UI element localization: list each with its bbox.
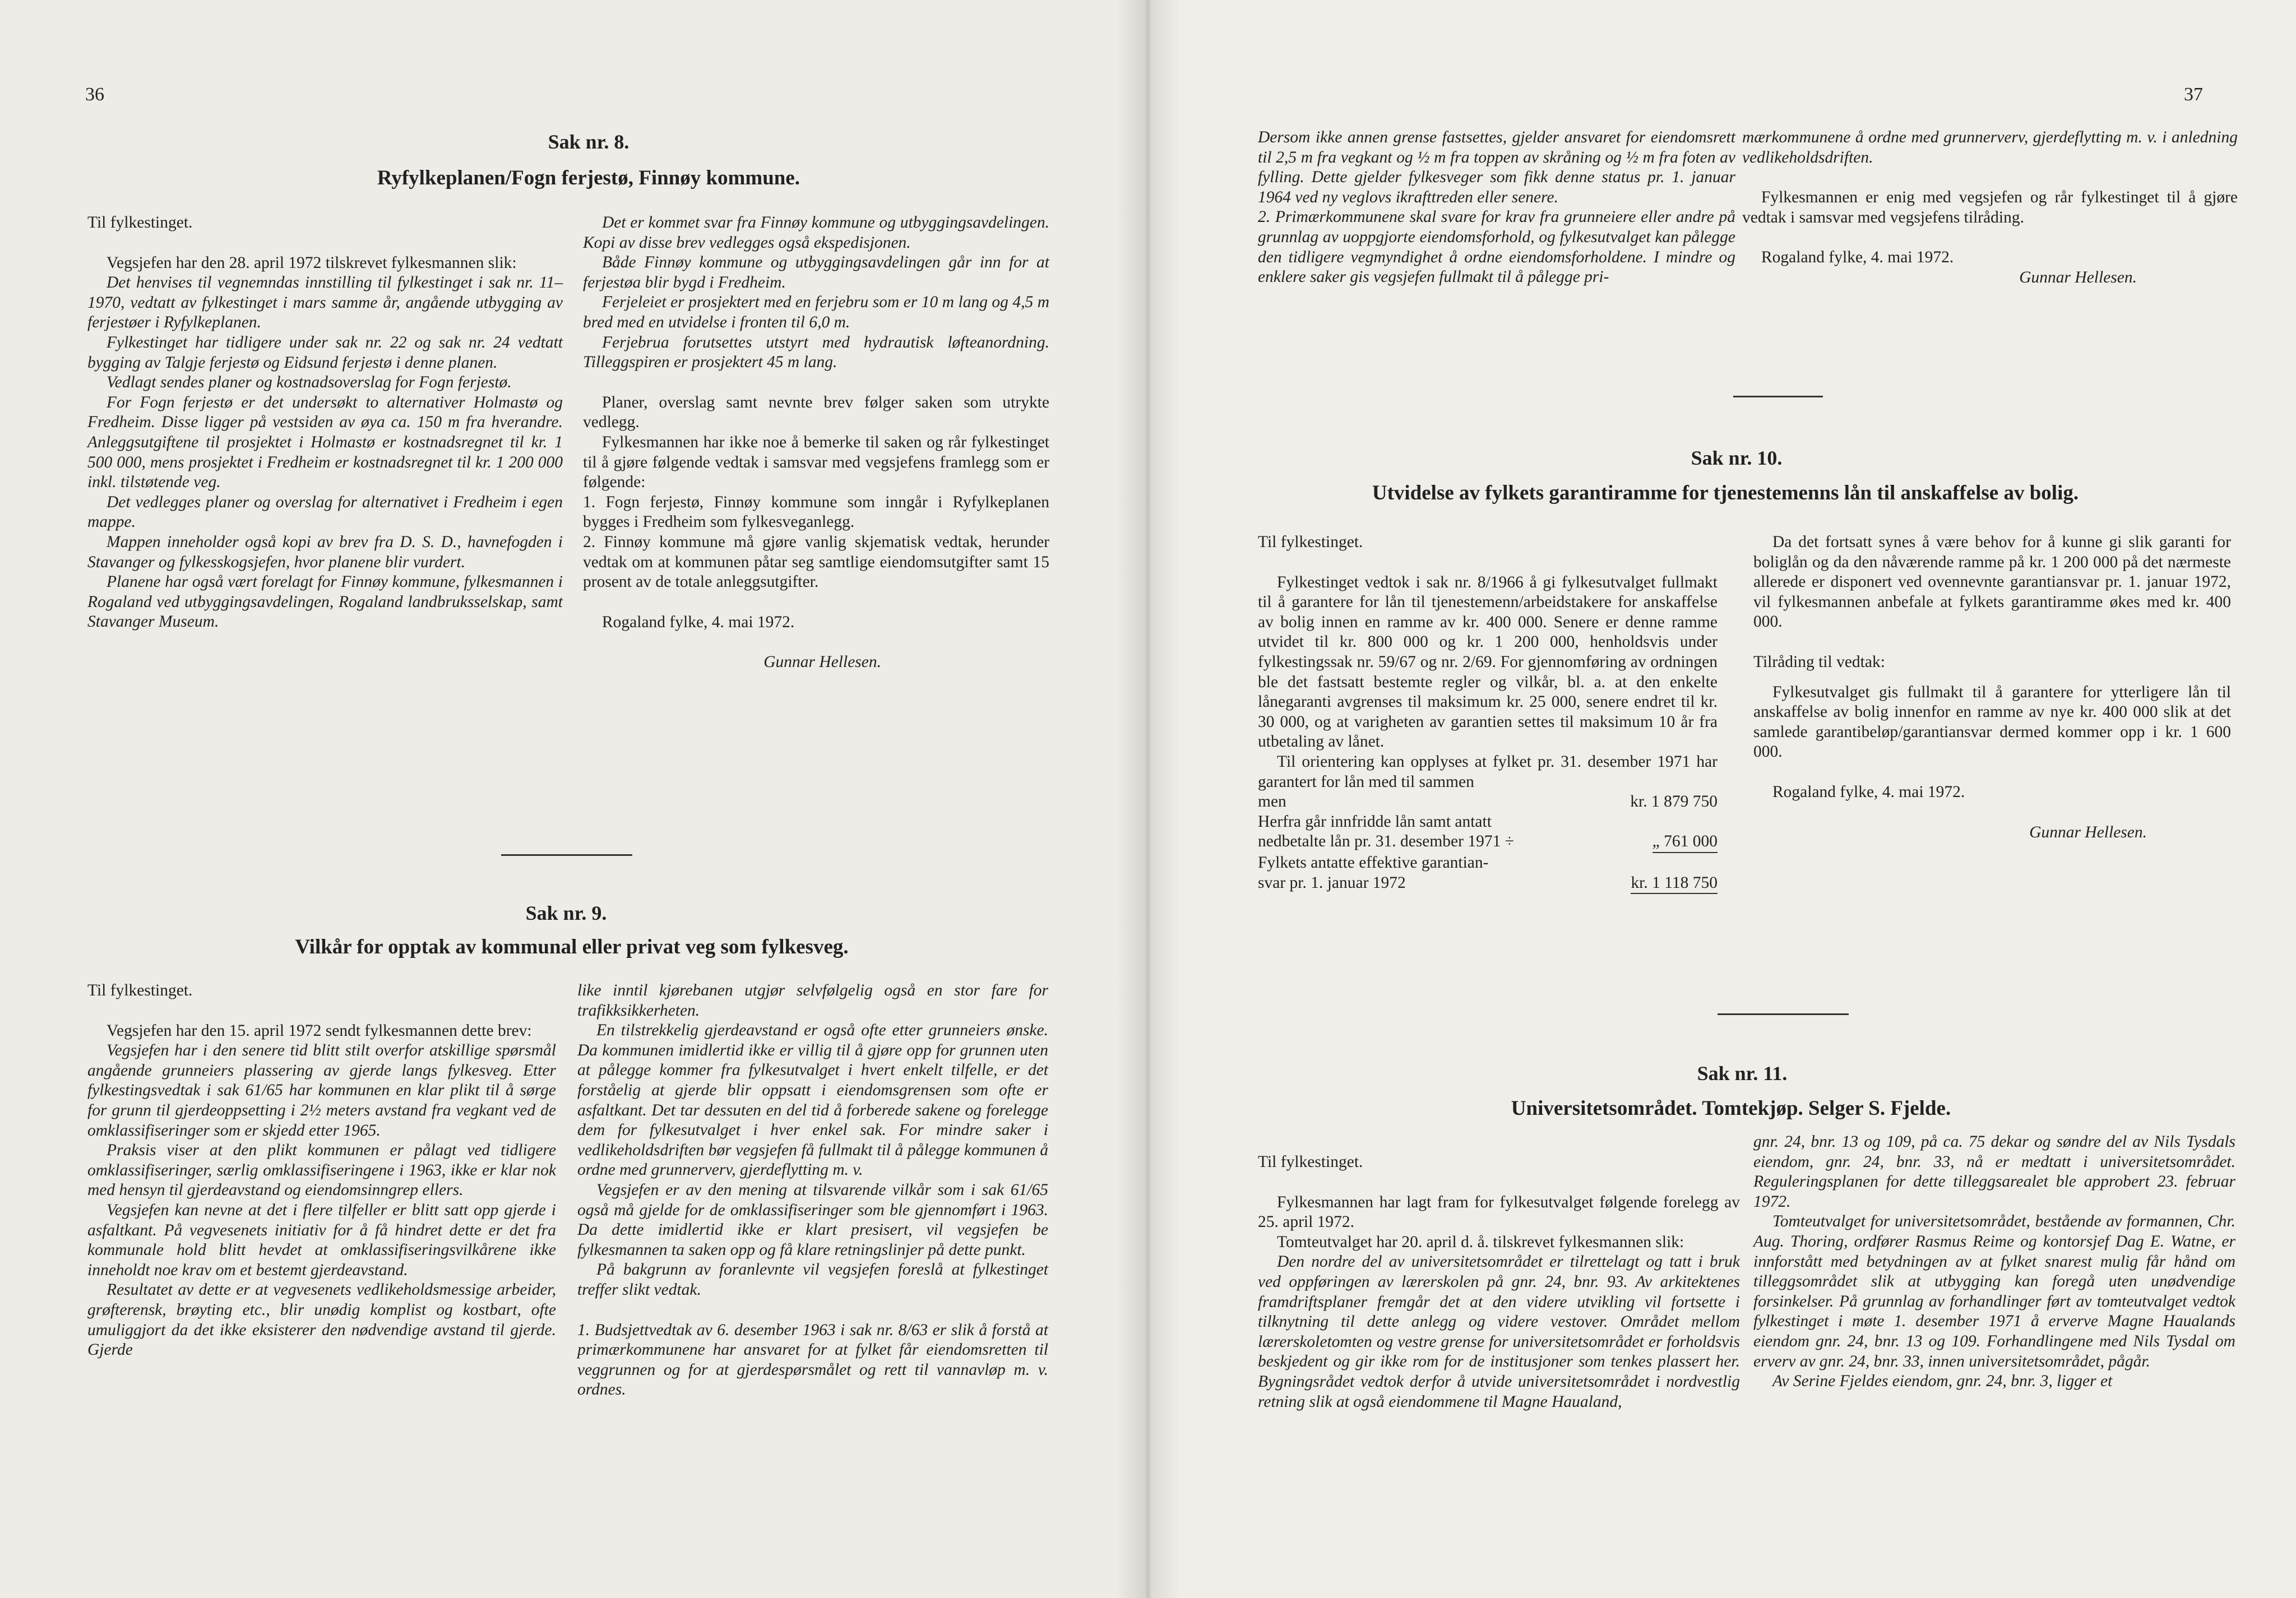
ledger-amount: „ 761 000 [1652,832,1718,853]
ledger-label: Fylkets antatte effektive garantian- [1258,853,1489,872]
case-number-heading: Sak nr. 11. [1697,1062,1788,1085]
resolution-heading: Tilråding til vedtak: [1753,652,1885,671]
date-line: Rogaland fylke, 4. mai 1972. [1761,248,1954,267]
case-number-heading: Sak nr. 10. [1691,447,1783,469]
paragraph: Fylkesmannen er enig med vegsjefen og rår fylkestinget til å gjøre vedtak i samsvar med vegsjefens tilråding. [1742,188,2238,226]
signature: Gunnar Hellesen. [2029,823,2147,841]
guarantee-ledger [1258,792,1718,894]
paragraph: Da det fortsatt synes å være behov for å kunne gi slik garanti for boliglån og da den nåværende ramme på kr. 1 200 000 på det nærmeste allerede er disponert ved ovennevnte garantiansvar pr. 1. januar 1972, vil fylkesmannen anbefale at fylkets garantiramme økes med kr. 400 000. [1753,533,2231,631]
quoted-paragraph: Vegsjefen er av den mening at tilsvarende vilkår som i sak 61/65 også må gjelde for de omklassifiseringer som ble gjennomført i 1963. Da dette imidlertid ikke er klart presisert, vil vegsjefen be fylkesmannen ta saken opp og få klare retningslinjer på dette punkt. [577,1180,1048,1259]
quoted-paragraph: Den nordre del av universitetsområdet er tilrettelagt og tatt i bruk ved oppføringen av lærerskolen på gnr. 24, bnr. 93. Av arkitektenes framdriftsplaner fremgår det at den videre utvikling vil fortsette i tilknytning til dette anlegg og videre vestover. Området mellom lærerskoletomten og vestre grense for universitetsområdet er forholdsvis beskjedent og gir ikke rom for de institusjoner som tenkes plassert her. Bygningsrådet vedtok derfor å utvide universitetsområdet i nordvestlig retning slik at også eiendommene til Magne Haualand, [1258,1253,1740,1411]
addressee: Til fylkestinget. [1258,1153,1363,1171]
paragraph: Fylkestinget vedtok i sak nr. 8/1966 å gi fylkesutvalget fullmakt til å garantere for lån til tjenestemenn/arbeidstakere for anskaffelse av bolig innen en ramme av kr. 400 000. Senere er denne ramme utvidet til kr. 800 000 og kr. 1 200 000, henholdsvis under fylkestingssak nr. 59/67 og nr. 2/69. For gjennomføring av ordningen ble det fastsatt bestemte regler og vilkår, bl. a. at den enkelte lånegaranti avgrenses til maksimum kr. 25 000, senere endret til kr. 30 000, og at varigheten av garantien settes til maksimum 10 år fra utbetaling av lånet. [1258,573,1718,751]
case-title: Vilkår for opptak av kommunal eller privat veg som fylkesveg. [295,935,849,958]
section-divider [1718,1013,1849,1015]
sak11-column-2 [1753,1132,2235,1392]
quoted-numbered-item: 1. Budsjettvedtak av 6. desember 1963 i sak nr. 8/63 er slik å forstå at primærkommunene har ansvaret for at fylket får eiendomsretten til veggrunnen og for at gjerdespørsmålet og rett til vannavløp m. v. ordnes. [577,1321,1048,1399]
case-title: Ryfylkeplanen/Fogn ferjestø, Finnøy kommune. [377,166,800,189]
paragraph: Tomteutvalget har 20. april d. å. tilskrevet fylkesmannen slik: [1277,1233,1684,1251]
paragraph: Fylkesmannen har ikke noe å bemerke til saken og rår fylkestinget til å gjøre følgende vedtak i samsvar med vegsjefens framlegg som er følgende: [583,433,1049,492]
quoted-paragraph: gnr. 24, bnr. 13 og 109, på ca. 75 dekar og søndre del av Nils Tysdals eiendom, gnr. 24, bnr. 33, nå er medtatt i universitetsområdet. Reguleringsplanen for dette tilleggsarealet ble approbert 23. februar 1972. [1753,1133,2235,1211]
ledger-label: nedbetalte lån pr. 31. desember 1971 ÷ [1258,832,1514,851]
quoted-paragraph: Resultatet av dette er at vegvesenets vedlikeholdsmessige arbeider, grøfterensk, brøyting etc., blir unødig komplist og kostbart, ofte umuliggjort da det ikke eksisterer den nødvendige avstand til gjerde. Gjerde [87,1281,556,1359]
ledger-amount: kr. 1 879 750 [1630,793,1718,811]
quoted-paragraph: Både Finnøy kommune og utbyggingsavdelingen går inn for at ferjestøa blir bygd i Fredheim. [583,253,1049,291]
paragraph: Vegsjefen har den 28. april 1972 tilskrevet fylkesmannen slik: [107,253,517,272]
paragraph: Til orientering kan opplyses at fylket pr. 31. desember 1971 har garantert for lån med til sammen [1258,752,1718,791]
top-column-2 [1742,128,2238,288]
quoted-paragraph: Fylkestinget har tidligere under sak nr. 22 og sak nr. 24 vedtatt bygging av Talgje ferjestø og Eidsund ferjestø i denne planen. [87,333,563,372]
quoted-paragraph: Ferjebrua forutsettes utstyrt med hydrautisk løfteanordning. Tilleggspiren er prosjektert 45 m lang. [583,333,1049,372]
page-number: 36 [85,84,104,105]
quoted-paragraph: Det vedlegges planer og overslag for alternativet i Fredheim i egen mappe. [87,493,563,531]
quoted-paragraph: Av Serine Fjeldes eiendom, gnr. 24, bnr. 3, ligger et [1772,1372,2113,1391]
addressee: Til fylkestinget. [87,981,193,999]
sak9-column-1 [87,981,556,1360]
quoted-paragraph: Praksis viser at den plikt kommunen er pålagt ved tidligere omklassifiseringer, særlig omklassifiseringene i 1963, ikke er klar nok med hensyn til gjerdeavstand og eiendomsinngrep ellers. [87,1141,556,1199]
sak8-column-1 [87,213,563,632]
quoted-paragraph: Det henvises til vegnemndas innstilling til fylkestinget i sak nr. 11–1970, vedtatt av fylkestinget i mars samme år, angående utbygging av ferjestøer i Ryfylkeplanen. [87,274,563,332]
right-page [1148,0,2296,1598]
section-divider [501,854,632,856]
ledger-row [1258,832,1718,853]
case-title: Universitetsområdet. Tomtekjøp. Selger S. Fjelde. [1511,1097,1951,1120]
paragraph: Fylkesmannen har lagt fram for fylkesutvalget følgende forelegg av 25. april 1972. [1258,1193,1740,1231]
ledger-label: men [1258,793,1286,811]
sak10-column-1 [1258,532,1718,894]
quoted-paragraph: Tomteutvalget for universitetsområdet, bestående av formannen, Chr. Aug. Thoring, ordfører Rasmus Reime og kontorsjef Dag E. Watne, er innforstått med betydningen av at fylket snarest mulig får hånd om tilleggsområdet slik at utbygging kan foregå uten unødvendige forsinkelser. På grunnlag av forhandlinger ført av tomteutvalget vedtok fylkestinget i møte 1. desember 1971 å erverve Magne Haualands eiendom gnr. 24, bnr. 13 og 109. Forhandlingene med Nils Tysdal om erverv av gnr. 24, bnr. 33, innen universitetsområdet, pågår. [1753,1212,2235,1370]
numbered-item: 2. Finnøy kommune må gjøre vanlig skjematisk vedtak, herunder vedtak om at kommunen påtar seg samtlige eiendomsutgifter samt 15 prosent av de totale anleggsutgifter. [583,532,1049,591]
quoted-paragraph: Vegsjefen kan nevne at det i flere tilfeller er blitt satt opp gjerde i asfaltkant. På vegvesenets initiativ for å få hindret dette er det fra kommunale hold blitt hevdet at omklassifiseringsvilkårene ikke inneholdt noe krav om et bestemt gjerdeavstand. [87,1201,556,1279]
quoted-paragraph: En tilstrekkelig gjerdeavstand er også ofte etter grunneiers ønske. Da kommunen imidlertid ikke er villig til å gjøre opp for grunnen uten at pålegge kommer fra fylkesutvalget i hvert enkelt tilfelle, er det forståelig at gjerde blir oppsatt i eiendomsgrensen som ofte er asfaltkant. Det tar dessuten en del tid å forberede sakene og forelegge dem for fylkesutvalget i hver enkel sak. For mindre saker i vedlikeholdsdriften bør vegsjefen få fullmakt til å pålegge kommunen å ordne med grunnerverv, gjerdeflytting m. v. [577,1021,1048,1179]
date-line: Rogaland fylke, 4. mai 1972. [1772,782,1965,801]
quoted-paragraph: mærkommunene å ordne med grunnerverv, gjerdeflytting m. v. i anledning vedlikeholdsdriften. [1742,128,2238,166]
quoted-paragraph: Vedlagt sendes planer og kostnadsoverslag for Fogn ferjestø. [107,373,512,392]
numbered-item: 1. Fogn ferjestø, Finnøy kommune som inngår i Ryfylkeplanen bygges i Fredheim som fylkesveganlegg. [583,493,1049,531]
ledger-row [1258,812,1718,832]
signature: Gunnar Hellesen. [763,653,881,671]
ledger-total: kr. 1 118 750 [1631,873,1718,895]
addressee: Til fylkestinget. [1258,533,1363,551]
case-number-heading: Sak nr. 8. [548,131,629,153]
sak11-column-1 [1258,1152,1740,1412]
sak10-column-2 [1753,532,2231,842]
sak8-column-2 [583,213,1049,673]
section-divider [1733,396,1823,397]
paragraph: Fylkesutvalget gis fullmakt til å garantere for ytterligere lån til anskaffelse av bolig innenfor en ramme av nye kr. 400 000 slik at det samlede garantibeløp/garantiansvar dermed kommer opp i kr. 1 600 000. [1753,683,2231,761]
ledger-label: svar pr. 1. januar 1972 [1258,873,1406,892]
quoted-paragraph: På bakgrunn av foranlevnte vil vegsjefen foreslå at fylkestinget treffer slikt vedtak. [577,1261,1048,1299]
quoted-paragraph: Planene har også vært forelagt for Finnøy kommune, fylkesmannen i Rogaland ved utbyggingsavdelingen, Rogaland landbruksselskap, samt Stavanger Museum. [87,573,563,631]
quoted-paragraph: Mappen inneholder også kopi av brev fra D. S. D., havnefogden i Stavanger og fylkesskogsjefen, hvor planene blir vurdert. [87,532,563,571]
book-gutter [1115,0,1181,1598]
case-number-heading: Sak nr. 9. [525,902,607,924]
date-line: Rogaland fylke, 4. mai 1972. [602,613,795,631]
sak9-column-2 [577,981,1048,1400]
ledger-row [1258,792,1718,812]
quoted-paragraph: Det er kommet svar fra Finnøy kommune og utbyggingsavdelingen. Kopi av disse brev vedlegges også ekspedisjonen. [583,214,1049,252]
ledger-label: Herfra går innfridde lån samt antatt [1258,812,1492,831]
quoted-paragraph: Ferjeleiet er prosjektert med en ferjebru som er 10 m lang og 4,5 m bred med en utvidelse i fronten til 6,0 m. [583,293,1049,331]
quoted-paragraph: For Fogn ferjestø er det undersøkt to alternativer Holmastø og Fredheim. Disse ligger på vestsiden av øya ca. 150 m fra hverandre. Anleggsutgiftene til prosjektet i Holmastø er kostnadsregnet til kr. 1 500 000, mens prosjektet i Fredheim er kostnadsregnet til kr. 1 200 000 inkl. tilstøtende veg. [87,393,563,492]
top-column-1 [1258,128,1735,288]
case-title: Utvidelse av fylkets garantiramme for tjenestemenns lån til anskaffelse av bolig. [1372,481,2079,504]
quoted-numbered-item: 2. Primærkommunene skal svare for krav fra grunneiere eller andre på grunnlag av uoppgjorte eiendomsforhold, og fylkesutvalget kan pålegge den tidligere vegmyndighet å ordne eiendomsforholdene. I mindre og enklere saker gis vegsjefen fullmakt til å pålegge pri- [1258,208,1735,286]
addressee: Til fylkestinget. [87,214,193,231]
paragraph: Planer, overslag samt nevnte brev følger saken som utrykte vedlegg. [583,393,1049,432]
ledger-row [1258,873,1718,895]
quoted-paragraph: Vegsjefen har i den senere tid blitt stilt overfor atskillige spørsmål angående grunneiers plassering av gjerde langs fylkesveg. Etter fylkestingsvedtak i sak 61/65 har kommunen en klar plikt til å sørge for grunn til gjerdeoppsetting i 2½ meters avstand fra vegkant ved de omklassifiseringer som er skjedd etter 1965. [87,1041,556,1140]
quoted-paragraph: like inntil kjørebanen utgjør selvfølgelig også en stor fare for trafikksikkerheten. [577,981,1048,1020]
page-number: 37 [2184,84,2203,105]
ledger-row [1258,853,1718,873]
paragraph: Vegsjefen har den 15. april 1972 sendt fylkesmannen dette brev: [107,1021,532,1040]
quoted-paragraph: Dersom ikke annen grense fastsettes, gjelder ansvaret for eiendomsrett til 2,5 m fra vegkant og ½ m fra toppen av skråning og ½ m fra foten av fylling. Dette gjelder fylkesveger som fikk denne status pr. 1. januar 1964 ved ny veglovs ikrafttreden eller senere. [1258,128,1735,206]
signature: Gunnar Hellesen. [2019,268,2137,286]
